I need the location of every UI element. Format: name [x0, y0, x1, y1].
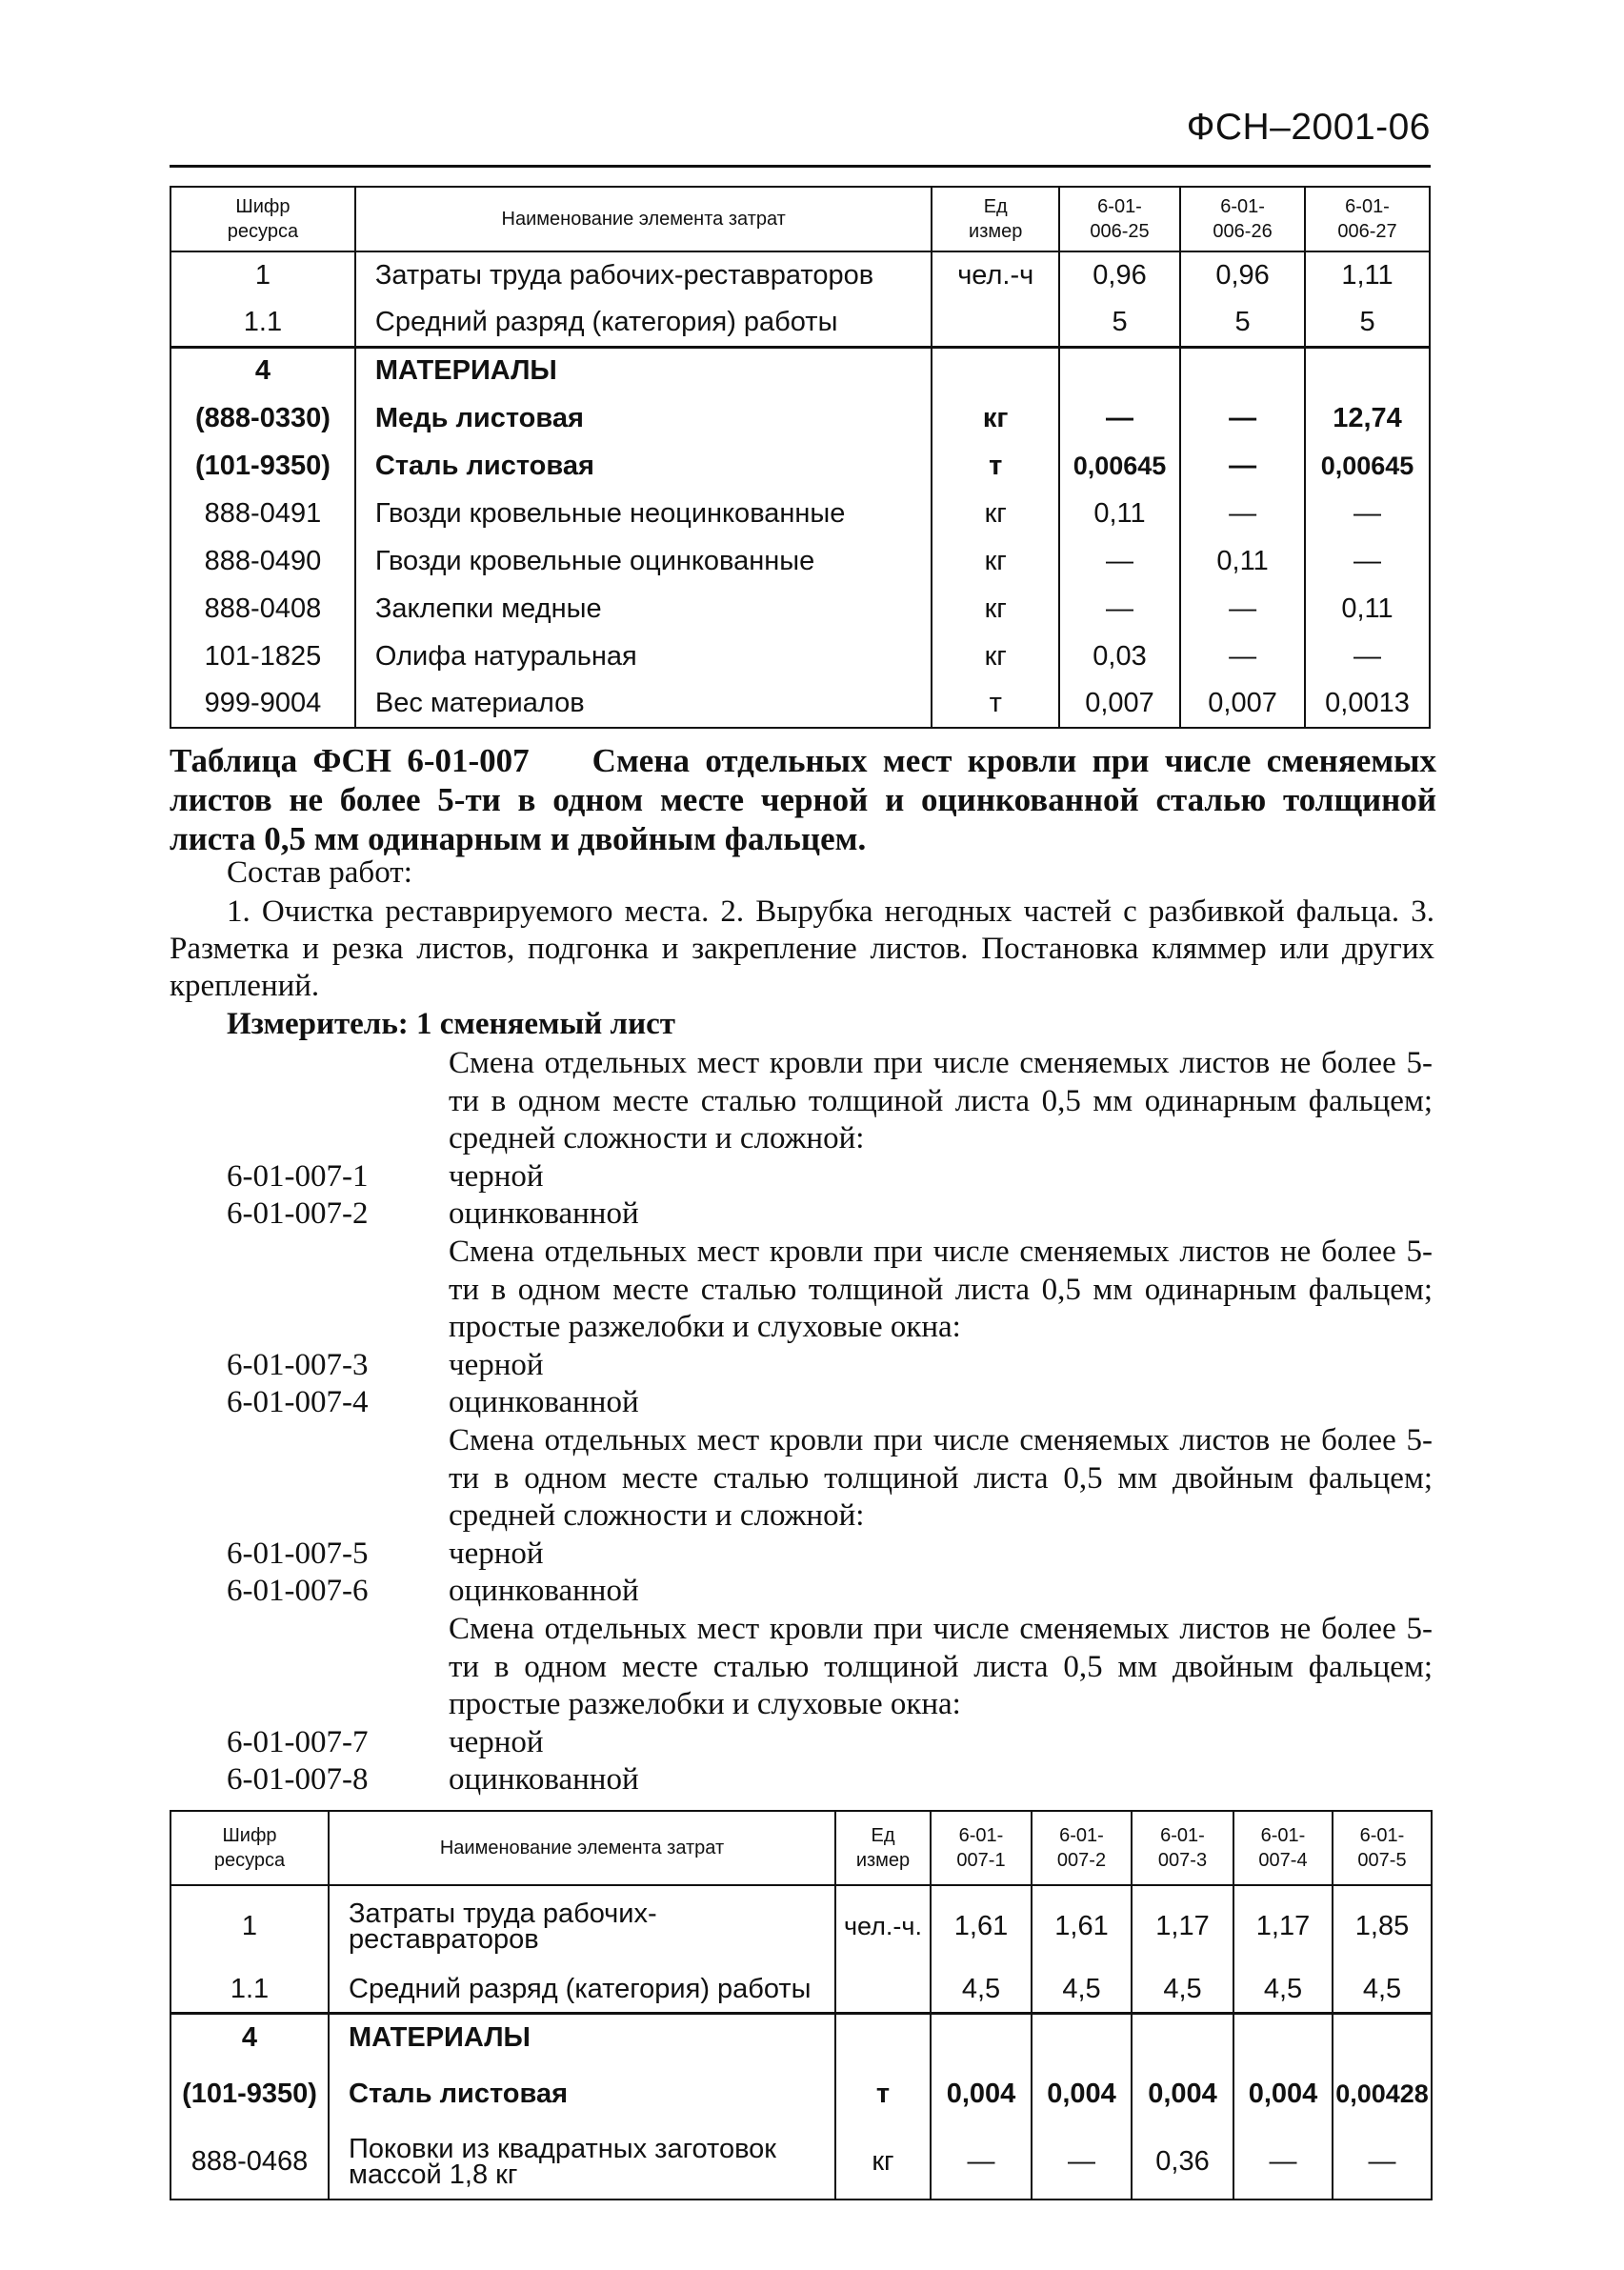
cell-code: 1.1: [170, 299, 355, 347]
column-header-norm: 6-01-006-26: [1180, 187, 1305, 251]
composition-text: 1. Очистка реставрируемого места. 2. Вырубка негодных частей с разбивкой фальца. 3. Разметка и резка листов, подгонка и закрепление листов. Постановка кляммер или других креплений.: [170, 894, 1434, 1003]
table-row: [170, 347, 1430, 394]
cell-name: МАТЕРИАЛЫ: [329, 2013, 835, 2062]
cell-value: [1180, 347, 1305, 394]
column-header-norm: 6-01-007-2: [1032, 1811, 1132, 1885]
column-header-unit: Ед измер: [932, 187, 1058, 251]
resource-table-006: [170, 186, 1431, 729]
cell-value: 0,004: [1233, 2062, 1333, 2125]
column-header-norm: 6-01-006-25: [1059, 187, 1180, 251]
cell-unit: кг: [932, 585, 1058, 633]
cell-value: 5: [1180, 299, 1305, 347]
norm-item: [227, 1724, 1433, 1762]
norm-group-intro: Смена отдельных мест кровли при числе сменяемых листов не более 5-ти в одном месте сталью толщиной листа 0,5 мм двойным фальцем; средней сложности и сложной:: [449, 1422, 1433, 1534]
norm-code: 6-01-007-3: [227, 1347, 369, 1382]
column-header-norm: 6-01-007-1: [931, 1811, 1032, 1885]
cell-value: 1,61: [931, 1885, 1032, 1967]
cell-value: 0,004: [931, 2062, 1032, 2125]
cell-value: 5: [1059, 299, 1180, 347]
cell-code: 888-0468: [170, 2125, 329, 2200]
cell-name: Вес материалов: [355, 680, 932, 728]
cell-value: —: [1180, 585, 1305, 633]
norm-code: 6-01-007-5: [227, 1536, 369, 1571]
cell-value: 1,17: [1132, 1885, 1233, 1967]
norm-group-intro: Смена отдельных мест кровли при числе сменяемых листов не более 5-ти в одном месте сталью толщиной листа 0,5 мм одинарным фальцем; средней сложности и сложной:: [449, 1046, 1433, 1156]
cell-name: Средний разряд (категория) работы: [329, 1967, 835, 2013]
cell-unit: [835, 2013, 931, 2062]
table-row: [170, 490, 1430, 537]
cell-name: Заклепки медные: [355, 585, 932, 633]
cell-unit: кг: [932, 537, 1058, 585]
norms-list: [227, 1045, 1433, 1799]
cell-name: Затраты труда рабочих-реставраторов: [355, 251, 932, 299]
cell-value: 0,00428: [1333, 2062, 1432, 2125]
column-header-name: Наименование элемента затрат: [355, 187, 932, 251]
cell-name: Медь листовая: [355, 394, 932, 442]
cell-value: —: [1059, 585, 1180, 633]
cell-value: [1132, 2013, 1233, 2062]
cell-value: 0,00645: [1059, 442, 1180, 490]
cell-value: 0,0013: [1305, 680, 1430, 728]
cell-name: Затраты труда рабочих-реставраторов: [329, 1885, 835, 1967]
table-row: [170, 2125, 1432, 2200]
cell-value: 0,004: [1032, 2062, 1132, 2125]
cell-value: 1,61: [1032, 1885, 1132, 1967]
norm-label: черной: [449, 1158, 544, 1194]
norm-item: [227, 1195, 1433, 1234]
table-row: [170, 394, 1430, 442]
cell-value: 0,007: [1059, 680, 1180, 728]
cell-unit: [932, 299, 1058, 347]
cell-value: 0,00645: [1305, 442, 1430, 490]
section-title: [170, 741, 1436, 858]
cell-name: Олифа натуральная: [355, 633, 932, 680]
cell-value: 0,11: [1305, 585, 1430, 633]
cell-value: 4,5: [1032, 1967, 1132, 2013]
cell-code: 4: [170, 347, 355, 394]
norm-code: 6-01-007-8: [227, 1762, 369, 1798]
table-row: [170, 2013, 1432, 2062]
cell-value: —: [1180, 633, 1305, 680]
table-row: [170, 2062, 1432, 2125]
cell-value: 0,11: [1180, 537, 1305, 585]
cell-value: [1032, 2013, 1132, 2062]
cell-name: Сталь листовая: [329, 2062, 835, 2125]
cell-unit: кг: [932, 490, 1058, 537]
table-row: [170, 633, 1430, 680]
cell-name: Средний разряд (категория) работы: [355, 299, 932, 347]
table-row: [170, 1967, 1432, 2013]
cell-code: 4: [170, 2013, 329, 2062]
cell-value: —: [1059, 537, 1180, 585]
cell-value: —: [1180, 490, 1305, 537]
cell-value: 4,5: [1132, 1967, 1233, 2013]
cell-unit: кг: [932, 394, 1058, 442]
norm-group-intro: Смена отдельных мест кровли при числе сменяемых листов не более 5-ти в одном месте сталью толщиной листа 0,5 мм двойным фальцем; простые разжелобки и слуховые окна:: [449, 1611, 1433, 1722]
table-row: [170, 680, 1430, 728]
norm-item: [227, 1384, 1433, 1422]
cell-value: —: [931, 2125, 1032, 2200]
cell-value: 0,11: [1059, 490, 1180, 537]
resource-table-007: [170, 1810, 1433, 2200]
table-number: Таблица ФСН 6-01-007: [170, 742, 530, 779]
norm-code: 6-01-007-1: [227, 1158, 369, 1194]
cell-unit: т: [932, 442, 1058, 490]
cell-value: —: [1305, 633, 1430, 680]
cell-value: 1,17: [1233, 1885, 1333, 1967]
cell-name: Поковки из квадратных заготовок массой 1,8 кг: [329, 2125, 835, 2200]
cell-value: [1233, 2013, 1333, 2062]
norm-code: 6-01-007-7: [227, 1724, 369, 1759]
cell-value: [931, 2013, 1032, 2062]
norm-item: [227, 1158, 1433, 1196]
column-header-norm: 6-01-006-27: [1305, 187, 1430, 251]
table-row: [170, 299, 1430, 347]
cell-code: (101-9350): [170, 442, 355, 490]
cell-value: —: [1032, 2125, 1132, 2200]
cell-unit: т: [932, 680, 1058, 728]
norm-label: оцинкованной: [449, 1762, 639, 1798]
cell-code: (888-0330): [170, 394, 355, 442]
norm-label: черной: [449, 1724, 544, 1759]
cell-unit: чел.-ч.: [835, 1885, 931, 1967]
composition-label: Состав работ:: [227, 855, 412, 890]
cell-value: 0,96: [1059, 251, 1180, 299]
cell-value: [1059, 347, 1180, 394]
column-header-code: Шифр ресурса: [170, 1811, 329, 1885]
cell-value: —: [1305, 490, 1430, 537]
cell-unit: кг: [835, 2125, 931, 2200]
table-header-row: [170, 1811, 1432, 1885]
norm-item: [227, 1347, 1433, 1385]
cell-code: 1: [170, 1885, 329, 1967]
cell-unit: [835, 1967, 931, 2013]
cell-name: Гвозди кровельные неоцинкованные: [355, 490, 932, 537]
cell-value: 0,96: [1180, 251, 1305, 299]
table-row: [170, 442, 1430, 490]
cell-code: 1.1: [170, 1967, 329, 2013]
norm-code: 6-01-007-6: [227, 1574, 369, 1609]
table-header-row: [170, 187, 1430, 251]
table-row: [170, 585, 1430, 633]
cell-value: 0,004: [1132, 2062, 1233, 2125]
cell-value: 4,5: [931, 1967, 1032, 2013]
cell-name: Гвозди кровельные оцинкованные: [355, 537, 932, 585]
column-header-norm: 6-01-007-4: [1233, 1811, 1333, 1885]
cell-value: —: [1233, 2125, 1333, 2200]
cell-code: 888-0491: [170, 490, 355, 537]
cell-code: 888-0490: [170, 537, 355, 585]
cell-value: —: [1180, 394, 1305, 442]
table-row: [170, 251, 1430, 299]
norm-item: [227, 1536, 1433, 1574]
norm-code: 6-01-007-4: [227, 1385, 369, 1420]
column-header-norm: 6-01-007-5: [1333, 1811, 1432, 1885]
header-rule: [170, 165, 1431, 168]
cell-code: 1: [170, 251, 355, 299]
cell-code: 888-0408: [170, 585, 355, 633]
cell-value: 0,03: [1059, 633, 1180, 680]
cell-code: 101-1825: [170, 633, 355, 680]
norm-item: [227, 1573, 1433, 1611]
cell-value: 4,5: [1333, 1967, 1432, 2013]
cell-unit: [932, 347, 1058, 394]
norm-label: черной: [449, 1347, 544, 1382]
document-code: ФСН–2001-06: [1186, 107, 1431, 148]
norm-code: 6-01-007-2: [227, 1196, 369, 1232]
table-row: [170, 537, 1430, 585]
column-header-name: Наименование элемента затрат: [329, 1811, 835, 1885]
cell-value: 1,11: [1305, 251, 1430, 299]
cell-value: —: [1333, 2125, 1432, 2200]
cell-value: —: [1059, 394, 1180, 442]
norm-item: [227, 1761, 1433, 1799]
column-header-norm: 6-01-007-3: [1132, 1811, 1233, 1885]
cell-value: —: [1180, 442, 1305, 490]
cell-value: 4,5: [1233, 1967, 1333, 2013]
cell-unit: кг: [932, 633, 1058, 680]
column-header-unit: Ед измер: [835, 1811, 931, 1885]
cell-value: 0,36: [1132, 2125, 1233, 2200]
norm-label: черной: [449, 1536, 544, 1571]
norm-label: оцинкованной: [449, 1574, 639, 1609]
measure-unit: Измеритель: 1 сменяемый лист: [227, 1007, 675, 1041]
cell-value: —: [1305, 537, 1430, 585]
cell-value: 0,007: [1180, 680, 1305, 728]
table-title: Смена отдельных мест кровли при числе сменяемых листов не более 5-ти в одном месте черной и оцинкованной сталью толщиной листа 0,5 мм одинарным и двойным фальцем.: [170, 742, 1436, 857]
cell-value: 5: [1305, 299, 1430, 347]
cell-name: Сталь листовая: [355, 442, 932, 490]
cell-value: 12,74: [1305, 394, 1430, 442]
norm-label: оцинкованной: [449, 1385, 639, 1420]
cell-code: 999-9004: [170, 680, 355, 728]
norm-label: оцинкованной: [449, 1196, 639, 1232]
column-header-code: Шифр ресурса: [170, 187, 355, 251]
cell-name: МАТЕРИАЛЫ: [355, 347, 932, 394]
cell-value: 1,85: [1333, 1885, 1432, 1967]
cell-code: (101-9350): [170, 2062, 329, 2125]
cell-value: [1305, 347, 1430, 394]
cell-unit: т: [835, 2062, 931, 2125]
cell-value: [1333, 2013, 1432, 2062]
norm-group-intro: Смена отдельных мест кровли при числе сменяемых листов не более 5-ти в одном месте сталью толщиной листа 0,5 мм одинарным фальцем; простые разжелобки и слуховые окна:: [449, 1234, 1433, 1345]
cell-unit: чел.-ч: [932, 251, 1058, 299]
table-row: [170, 1885, 1432, 1967]
